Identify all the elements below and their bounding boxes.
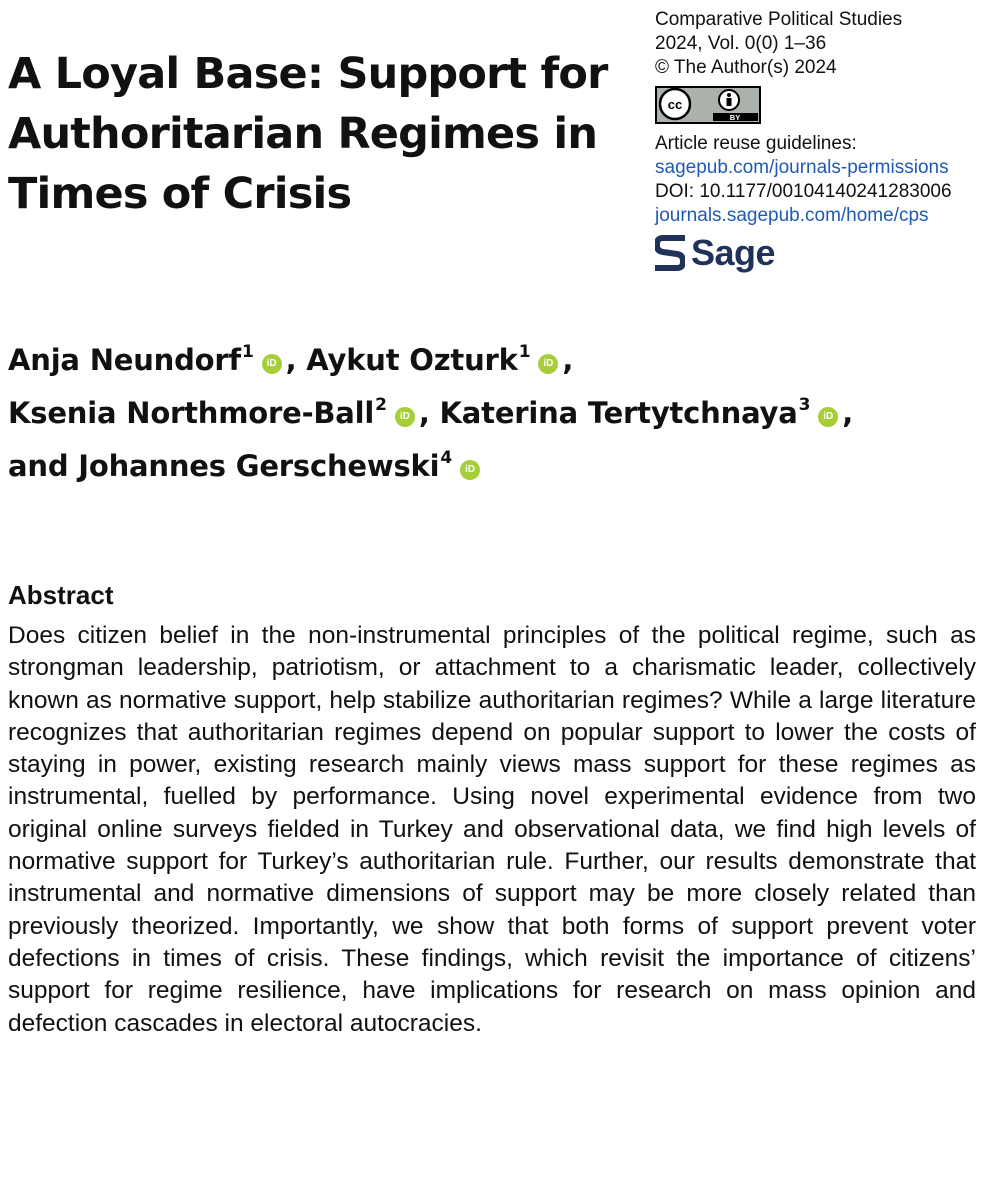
author-list — [8, 330, 983, 489]
reuse-label: Article reuse guidelines: — [655, 133, 857, 154]
author-name: Aykut Ozturk — [306, 343, 518, 377]
svg-text:cc: cc — [667, 97, 683, 112]
author-conjunction: and — [8, 449, 79, 483]
article-title — [8, 44, 648, 224]
permissions-link[interactable]: sagepub.com/journals-permissions — [655, 157, 949, 178]
author-separator: , — [285, 343, 307, 377]
doi: DOI: 10.1177/00104140241283006 — [655, 181, 952, 202]
author-line — [8, 436, 983, 489]
orcid-icon[interactable]: iD — [460, 460, 480, 480]
title-line: A Loyal Base: Support for — [8, 49, 608, 99]
author-name: Ksenia Northmore-Ball — [8, 396, 375, 430]
volume-info: 2024, Vol. 0(0) 1–36 — [655, 33, 827, 54]
author-name: Katerina Tertytchnaya — [439, 396, 798, 430]
author-separator: , — [418, 396, 440, 430]
orcid-icon[interactable]: iD — [395, 407, 415, 427]
title-line: Authoritarian Regimes in — [8, 109, 598, 159]
copyright: © The Author(s) 2024 — [655, 57, 837, 78]
affiliation-mark: 1 — [518, 342, 531, 362]
journal-name: Comparative Political Studies — [655, 9, 903, 30]
svg-text:BY: BY — [729, 113, 741, 122]
cc-by-icon[interactable] — [655, 86, 761, 124]
publisher-name: Sage — [691, 232, 776, 273]
abstract-text: Does citizen belief in the non-instrumental principles of the political regime, such as strongman leadership, patriotism, or attachment to a charismatic leader, collectively known as normative support, help stabilize authoritarian regimes? While a large literature recognizes that authoritarian regimes depend on popular support to lower the costs of staying in power, existing research mainly views mass support for these regimes as instrumental, fuelled by performance. Using novel experimental evidence from two original online surveys fielded in Turkey and observational data, we find high levels of normative support for Turkey’s authoritarian rule. Further, our results demonstrate that instrumental and normative dimensions of support may be more closely related than previously theorized. Importantly, we show that both forms of support prevent voter defections in times of crisis. These findings, which revisit the importance of citizens’ support for regime resilience, have implications for research on mass opinion and defection cascades in electoral autocracies. — [8, 622, 976, 1037]
orcid-icon[interactable]: iD — [818, 407, 838, 427]
author-line — [8, 330, 983, 383]
author-name: Johannes Gerschewski — [78, 449, 440, 483]
orcid-icon[interactable]: iD — [538, 354, 558, 374]
abstract-heading: Abstract — [8, 580, 114, 610]
affiliation-mark: 2 — [375, 395, 387, 415]
author-name: Anja Neundorf — [8, 343, 241, 377]
sage-logo — [655, 234, 985, 272]
journal-info — [655, 8, 985, 272]
journal-home-link[interactable]: journals.sagepub.com/home/cps — [655, 205, 929, 226]
author-separator: , — [842, 396, 854, 430]
affiliation-mark: 4 — [440, 448, 452, 468]
title-line: Times of Crisis — [8, 169, 352, 219]
affiliation-mark: 1 — [241, 342, 254, 362]
orcid-icon[interactable]: iD — [262, 354, 282, 374]
sage-s-logo-icon — [655, 234, 685, 272]
author-separator: , — [562, 343, 574, 377]
author-line — [8, 383, 983, 436]
affiliation-mark: 3 — [798, 395, 811, 415]
